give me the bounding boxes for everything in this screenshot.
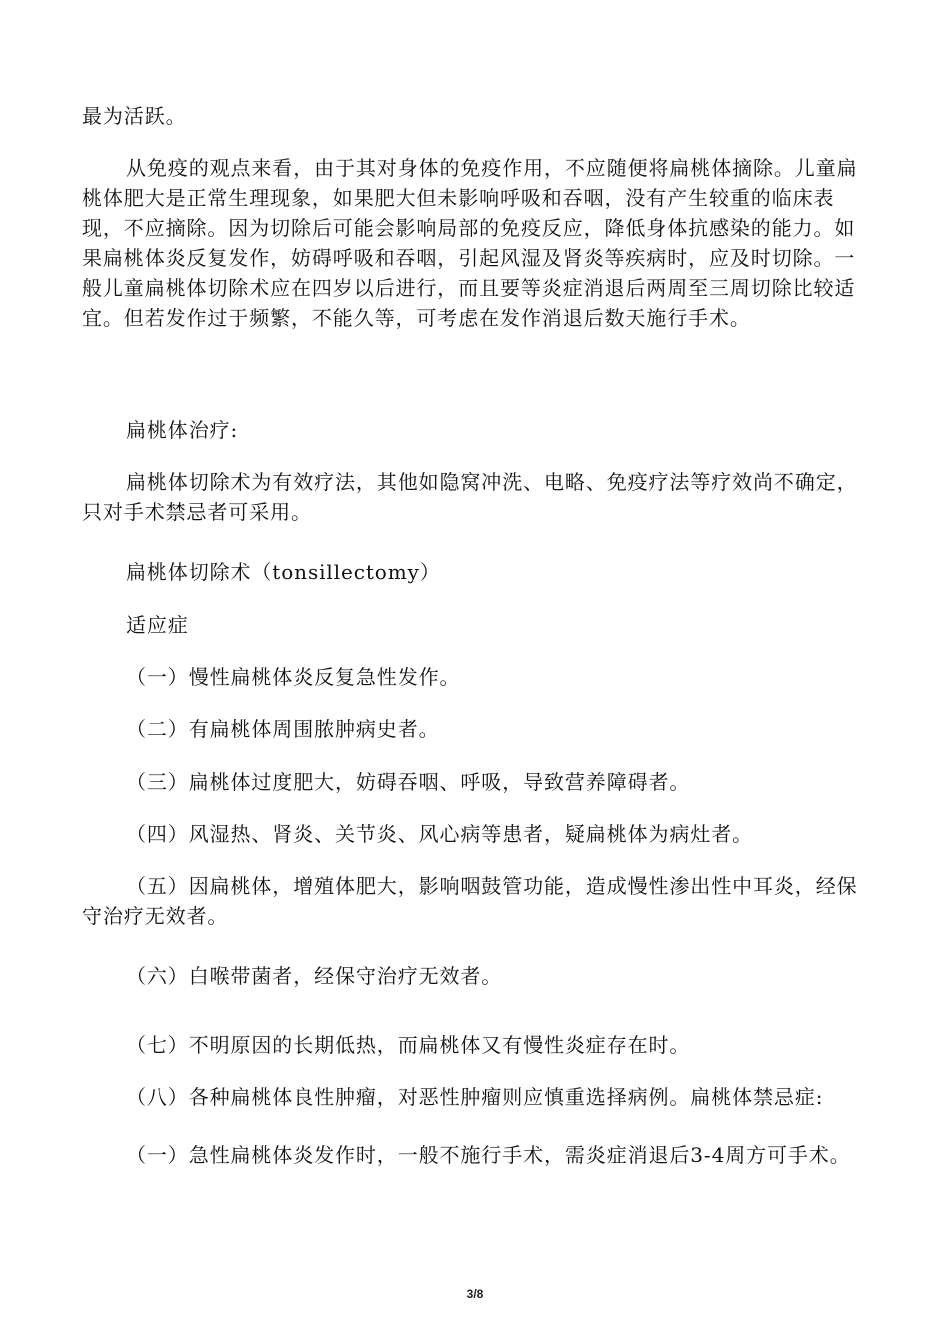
indication-item-8: （八）各种扁桃体良性肿瘤，对恶性肿瘤则应慎重选择病例。扁桃体禁忌症: [126, 1085, 824, 1109]
indication-item-5: （五）因扁桃体，增殖体肥大，影响咽鼓管功能，造成慢性渗出性中耳炎，经保守治疗无效者。 [82, 874, 858, 928]
indication-item-3: （三）扁桃体过度肥大，妨碍吞咽、呼吸，导致营养障碍者。 [126, 770, 691, 794]
heading-indications: 适应症 [126, 613, 189, 637]
paragraph-continuation: 最为活跃。 [82, 104, 187, 128]
paragraph-immunity: 从免疫的观点来看，由于其对身体的免疫作用，不应随便将扁桃体摘除。儿童扁桃体肥大是正常生理现象，如果肥大但未影响呼吸和吞咽，没有产生较重的临床表现，不应摘除。因为切除后可能会影响局部的免疫反应，降低身体抗感染的能力。如果扁桃体炎反复发作，妨碍呼吸和吞咽，引起风湿及肾炎等疾病时，应及时切除。一般儿童扁桃体切除术应在四岁以后进行，而且要等炎症消退后两周至三周切除比较适宜。但若发作过于频繁，不能久等，可考虑在发作消退后数天施行手术。 [82, 156, 858, 330]
page-number: 3/8 [466, 1287, 484, 1301]
indication-item-2: （二）有扁桃体周围脓肿病史者。 [126, 717, 440, 741]
heading-tonsillectomy: 扁桃体切除术（tonsillectomy） [126, 560, 441, 584]
contraindication-item-1: （一）急性扁桃体炎发作时，一般不施行手术，需炎症消退后3-4周方可手术。 [126, 1143, 851, 1167]
heading-tonsil-treatment: 扁桃体治疗: [126, 418, 239, 442]
paragraph-tonsillectomy-effective: 扁桃体切除术为有效疗法，其他如隐窝冲洗、电略、免疫疗法等疗效尚不确定，只对手术禁忌者可采用。 [82, 470, 858, 524]
indication-item-4: （四）风湿热、肾炎、关节炎、风心病等患者，疑扁桃体为病灶者。 [126, 822, 753, 846]
indication-item-6: （六）白喉带菌者，经保守治疗无效者。 [126, 964, 503, 988]
indication-item-1: （一）慢性扁桃体炎反复急性发作。 [126, 665, 461, 689]
indication-item-7: （七）不明原因的长期低热，而扁桃体又有慢性炎症存在时。 [126, 1033, 691, 1057]
